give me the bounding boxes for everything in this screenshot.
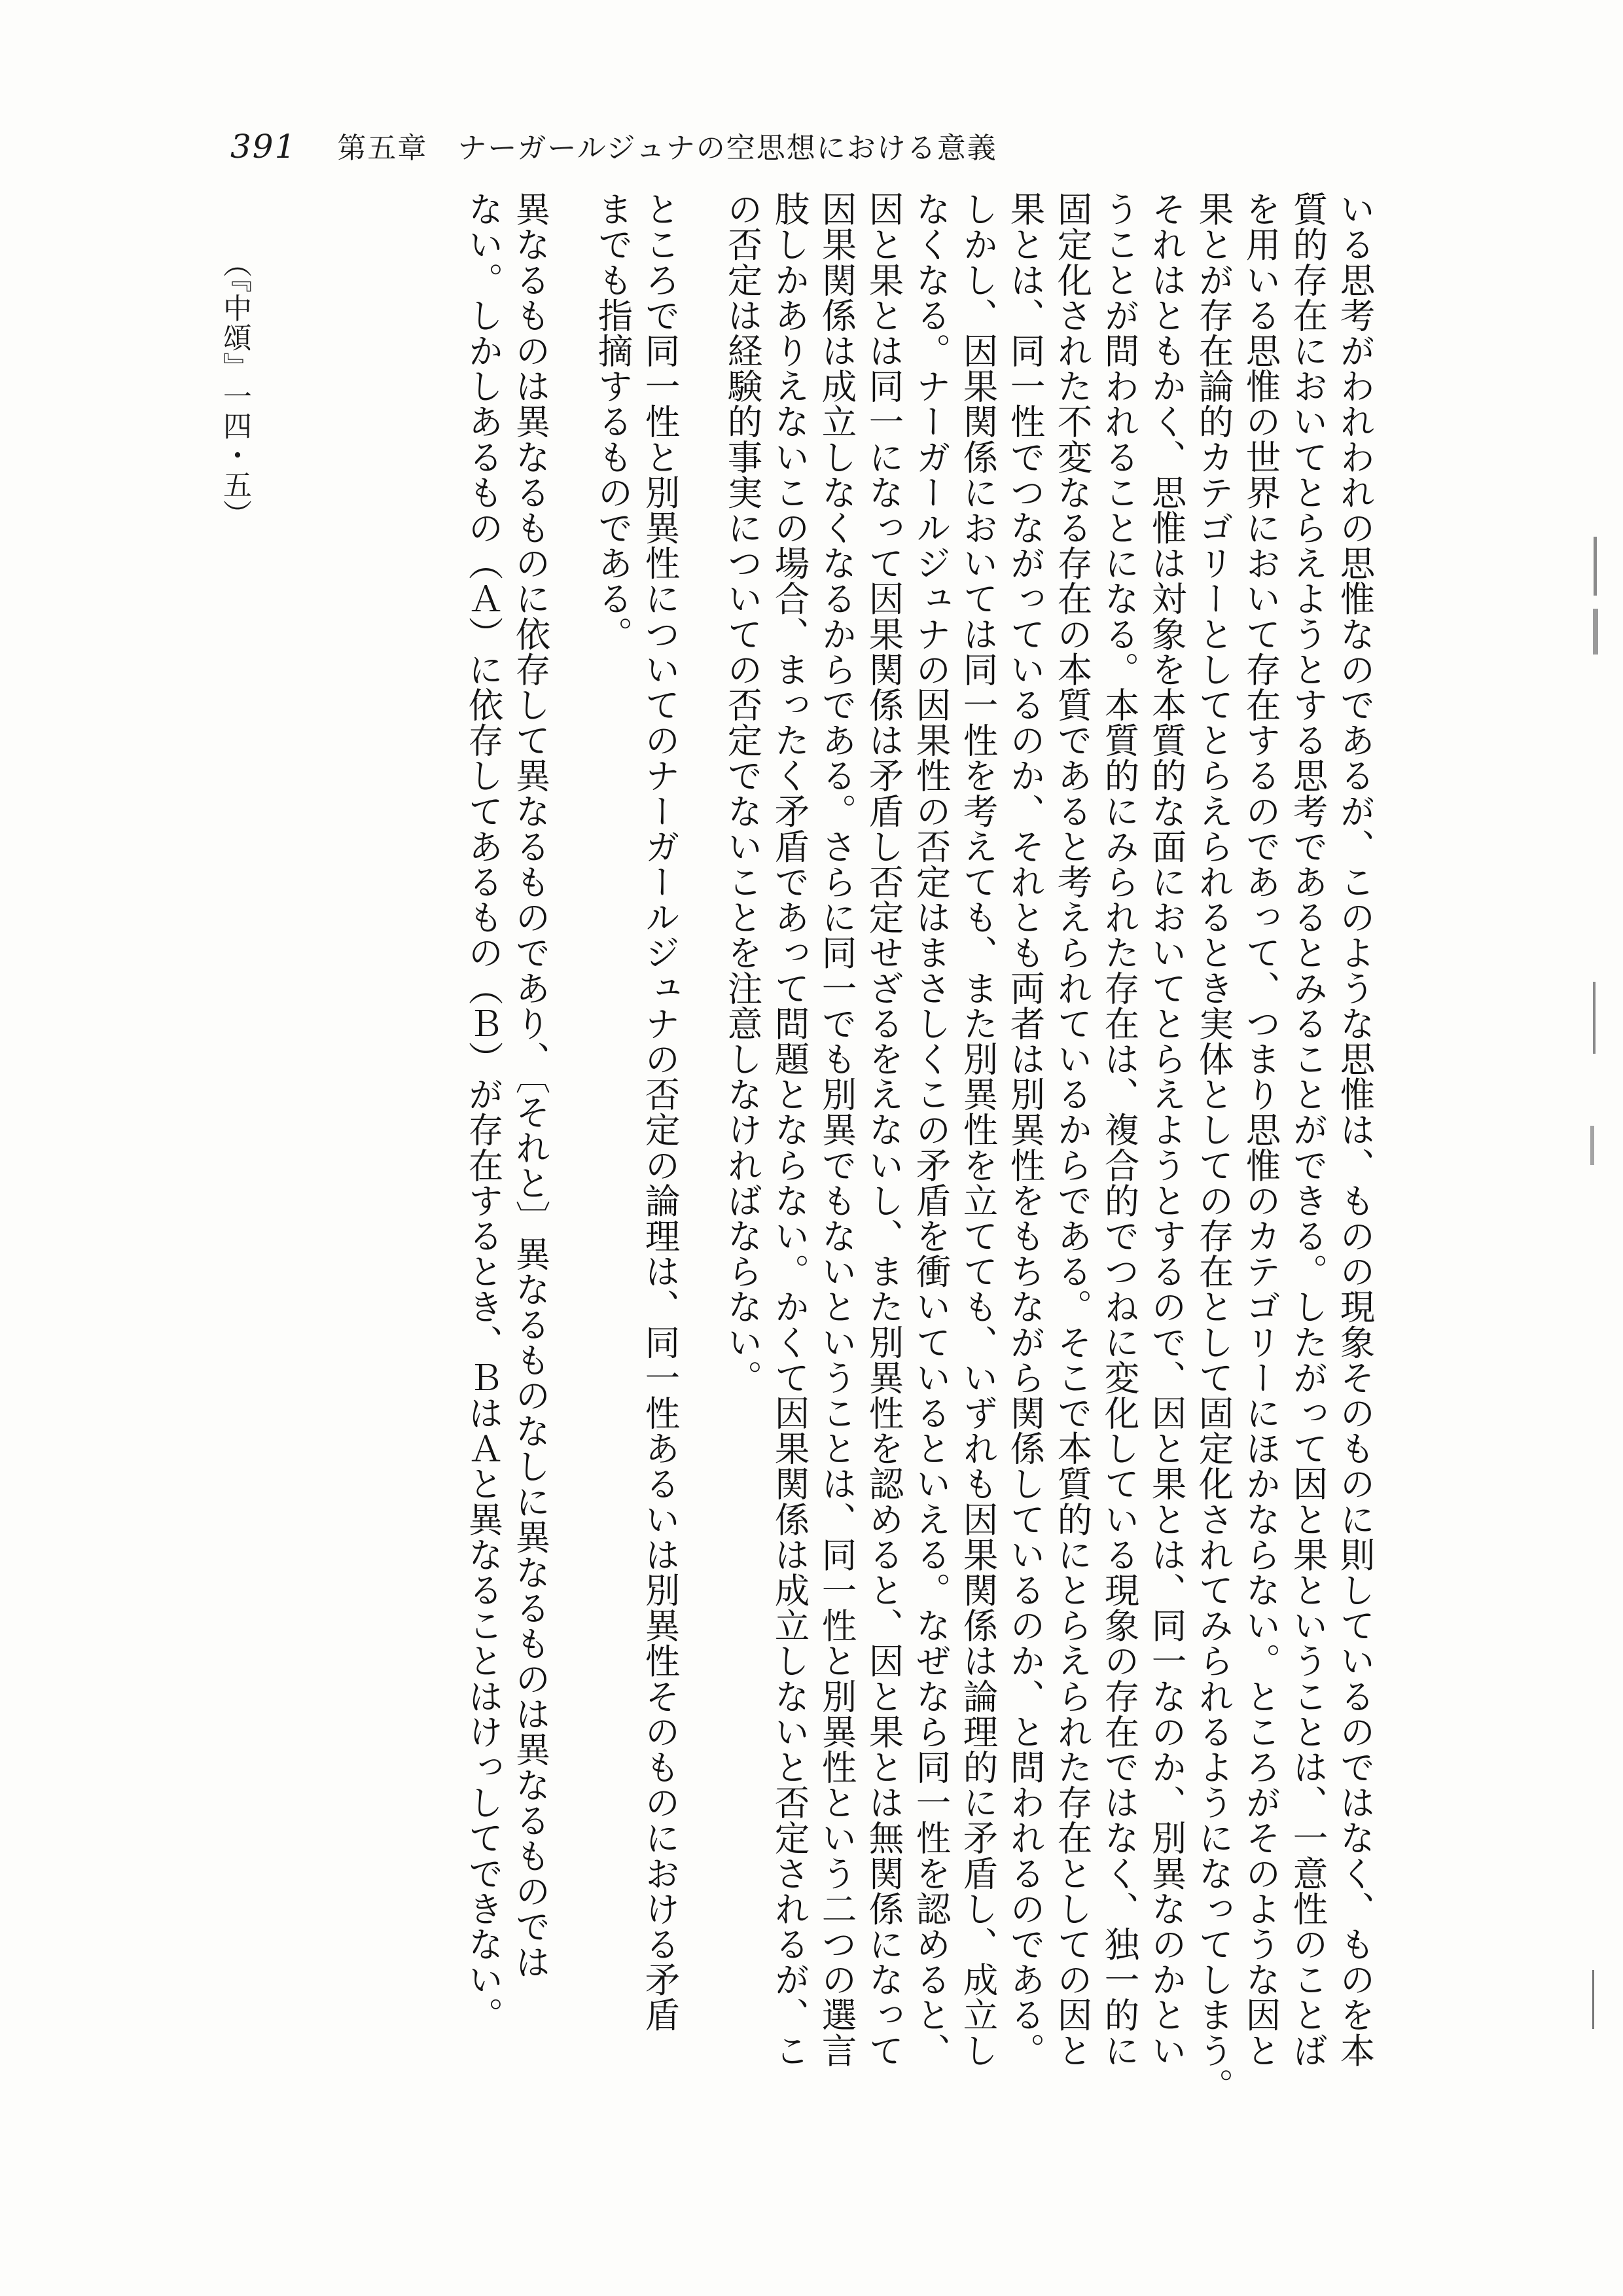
paragraph-start-line: ところで同一性と別異性についてのナーガールジュナの否定の論理は、同一性あるいは別異性そのものにおける矛盾 [639,191,681,2033]
text-line: 肢しかありえないこの場合、まったく矛盾であって問題とならない。かくて因果関係は成立しないと否定されるが、こ [769,191,810,2068]
text-line: 質的存在においてとらえようとする思考であるとみることができる。したがって因と果ということは、一意性のことば [1287,191,1329,2068]
quotation-line: 異なるものは異なるものに依存して異なるものであり、〔それと〕異なるものなしに異なるものは異なるものでは [510,191,551,1980]
chapter-title: 第五章 ナーガールジュナの空思想における意義 [337,132,997,165]
text-line: 因果関係は成立しなくなるからである。さらに同一でも別異でもないということは、同一性と別異性という二つの選言 [816,191,857,2068]
bleed-through-mark [1592,1970,1594,2029]
text-line: なくなる。ナーガールジュナの因果性の否定はまさしくこの矛盾を衝いているといえる。なぜなら同一性を認めると、 [910,191,952,2068]
text-line: うことが問われることになる。本質的にみられた存在は、複合的でつねに変化している現象の存在ではなく、独一的に [1099,191,1140,2068]
body-text-vertical [459,191,1378,2104]
text-line: いる思考がわれわれの思惟なのであるが、このような思惟は、ものの現象そのものに則しているのではなく、ものを本 [1334,191,1376,2068]
text-line: 因と果とは同一になって因果関係は矛盾し否定せざるをえないし、また別異性を認めると、因と果とは無関係になって [863,191,904,2068]
text-line: しかし、因果関係においては同一性を考えても、また別異性を立てても、いずれも因果関係は論理的に矛盾し、成立し [957,191,999,2068]
page-number: 391 [230,128,297,166]
bleed-through-mark [1590,1126,1594,1165]
text-line: 固定化された不変なる存在の本質であると考えられているからである。そこで本質的にとらえられた存在としての因と [1052,191,1093,2068]
text-line: までも指摘するものである。 [592,191,633,652]
text-line: の否定は経験的事実についての否定でないことを注意しなければならない。 [722,191,763,1395]
citation-reference: （『中頌』一四・五） [218,249,251,529]
quotation-line: ない。しかしあるもの（Ａ）に依存してあるもの（Ｂ）が存在するとき、ＢはＡと異なることはけっしてできない。 [463,191,504,2033]
bleed-through-mark [1594,537,1597,596]
bleed-through-mark [1593,982,1596,1054]
text-line: それはともかく、思惟は対象を本質的な面においてとらえようとするので、因と果とは、同一なのか、別異なのかとい [1146,191,1187,2068]
text-line: を用いる思惟の世界において存在するのであって、つまり思惟のカテゴリーにほかならない。ところがそのような因と [1240,191,1281,2068]
text-line: 果とは、同一性でつながっているのか、それとも両者は別異性をもちながら関係しているのか、と問われるのである。 [1005,191,1046,2068]
bleed-through-mark [1593,609,1598,655]
text-line: 果とが存在論的カテゴリーとしてとらえられるとき実体としての存在として固定化されてみられるようになってしまう。 [1193,191,1234,2104]
running-header [230,124,997,164]
